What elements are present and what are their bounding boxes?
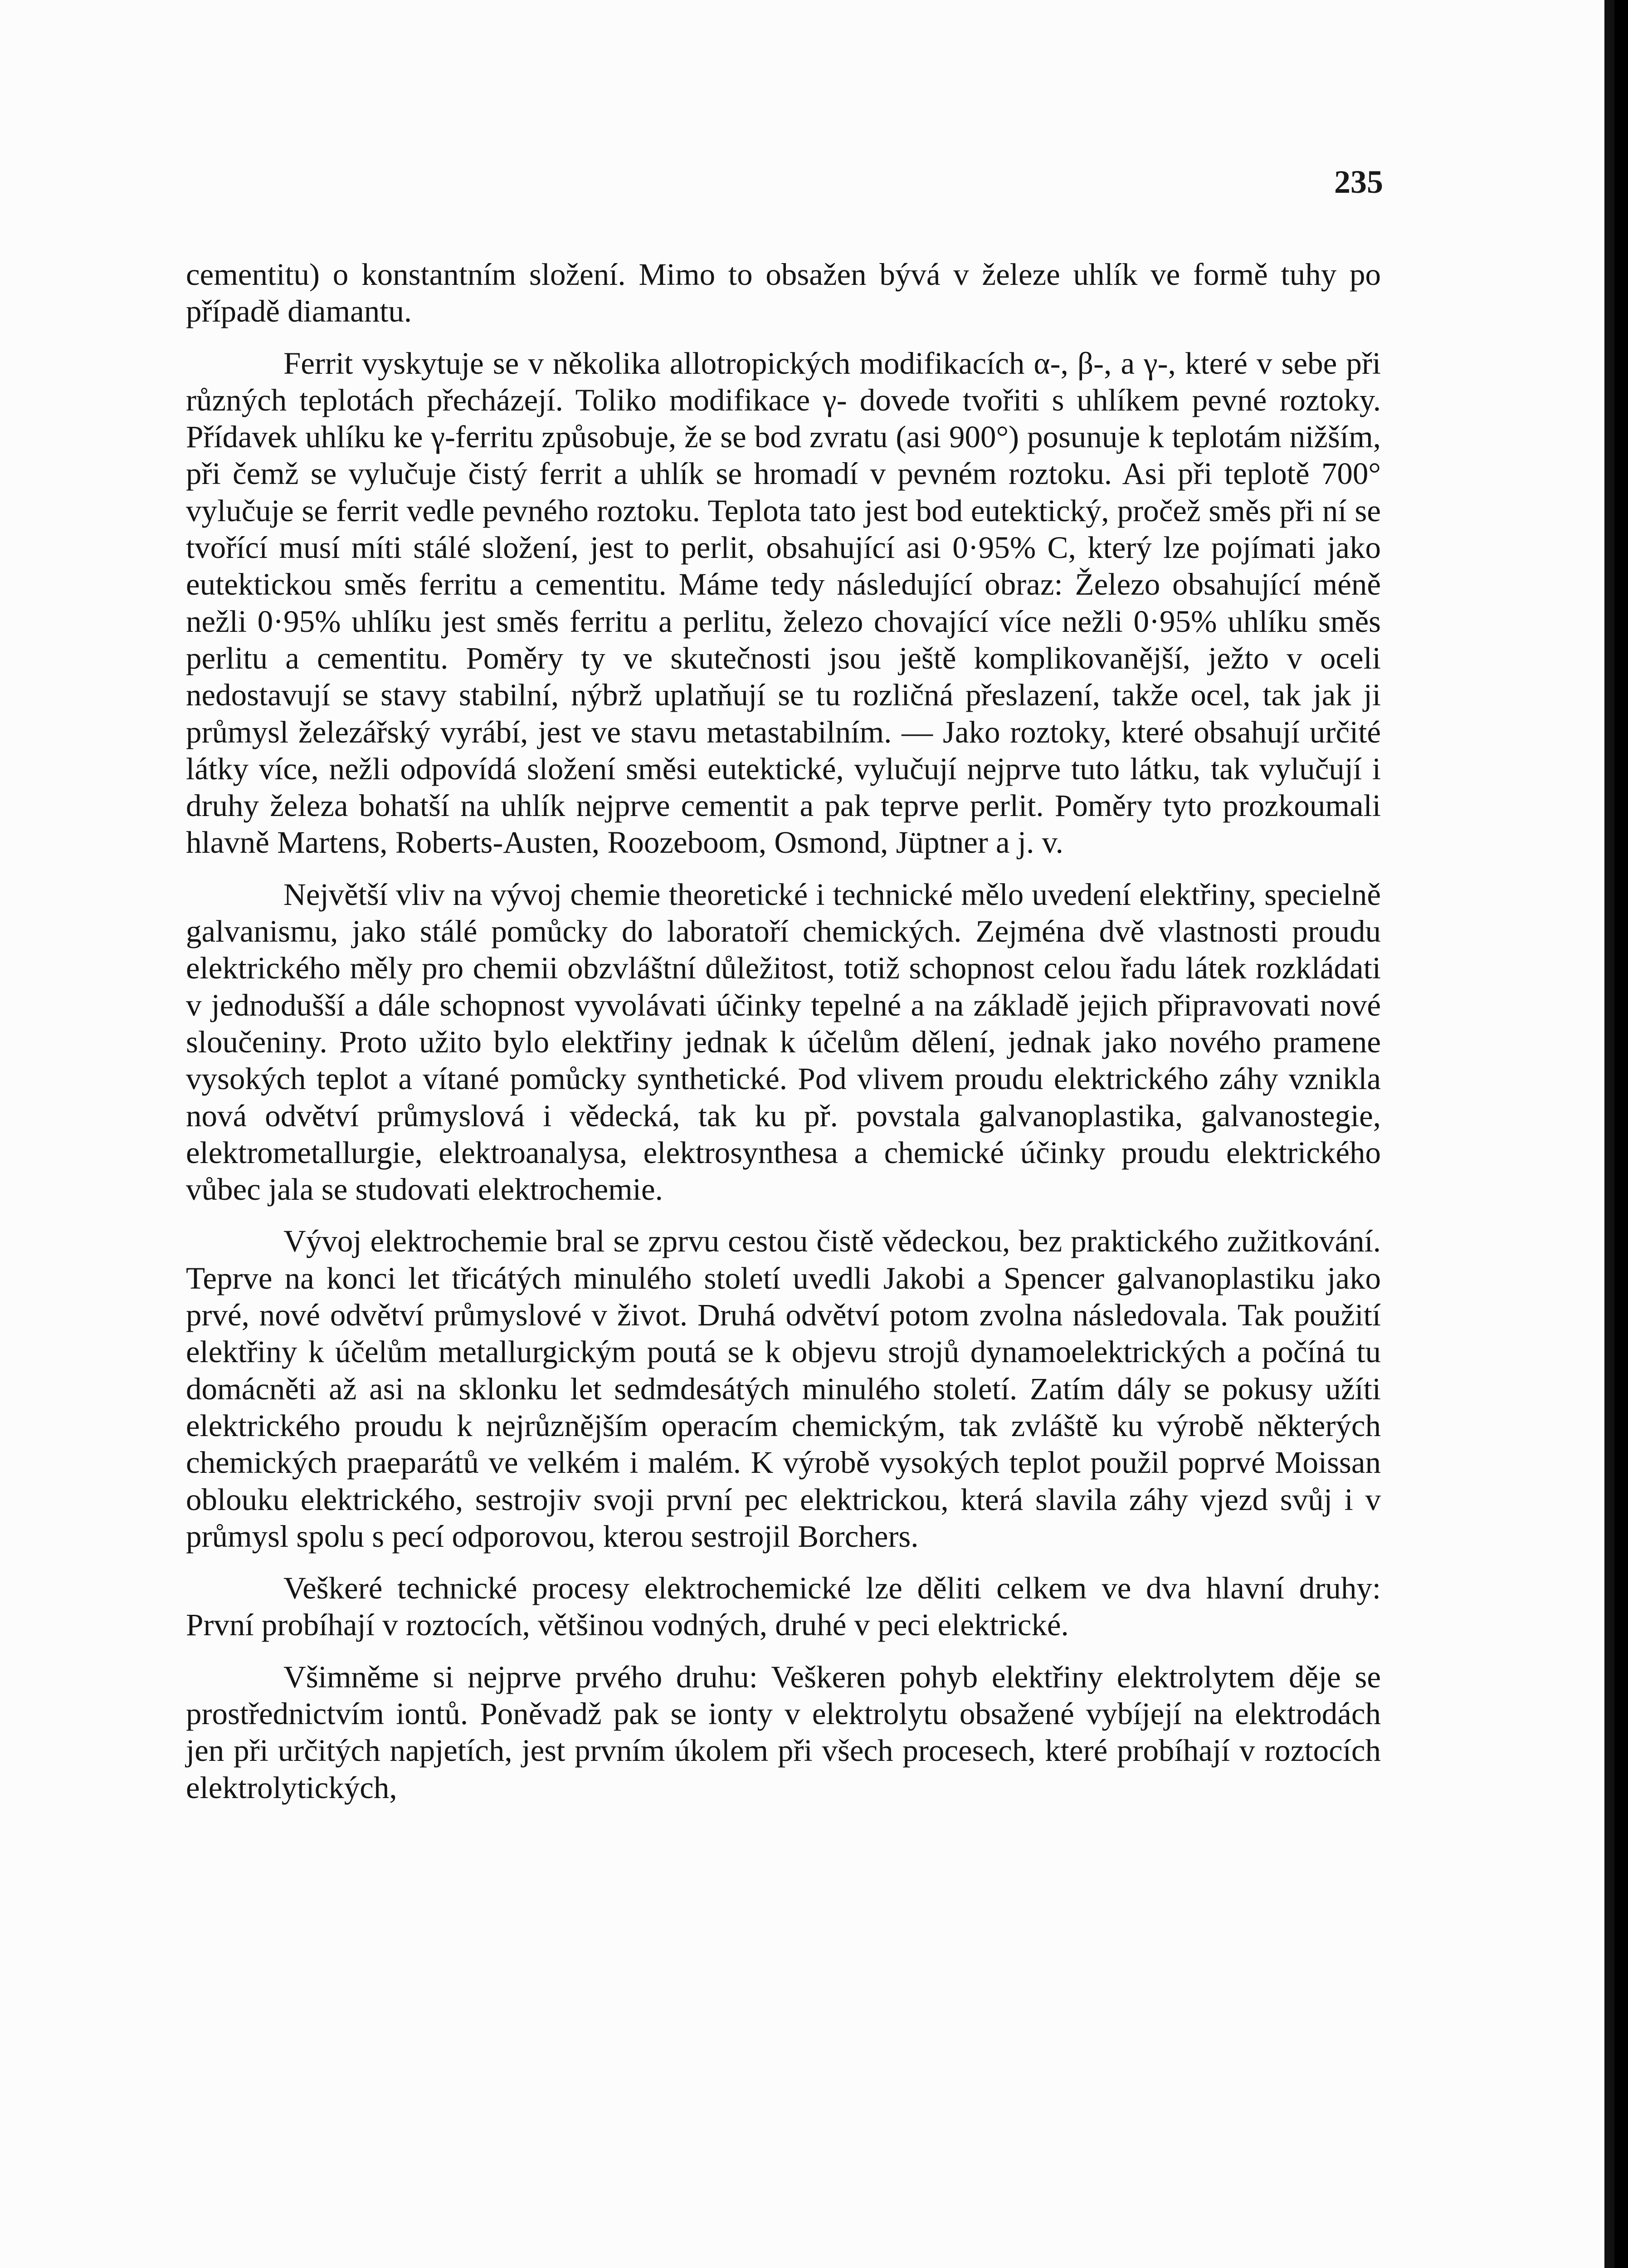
paragraph-electricity-influence: Největší vliv na vývoj chemie theoretické i technické mělo uvedení elektřiny, specielně galvanismu, jako stálé pomůcky do laboratoří chemických. Zejména dvě vlastnosti proudu elektrického měly pro chemii obzvláštní důležitost, totiž schopnost celou řadu látek rozkládati v jednodušší a dále schopnost vyvolávati účinky tepelné a na základě jejich připravovati nové sloučeniny. Proto užito bylo elektřiny jednak k účelům dělení, jednak jako nového pramene vysokých teplot a vítané pomůcky synthetické. Pod vlivem proudu elektrického záhy vznikla nová odvětví průmyslová i vědecká, tak ku př. povstala galvanoplastika, galvanostegie, elektrometallurgie, elektroanalysa, elektrosynthesa a chemické účinky proudu elektrického vůbec jala se studovati elektrochemie. — [186, 877, 1381, 1207]
paragraph-process-types: Veškeré technické procesy elektrochemické lze děliti celkem ve dva hlavní druhy: První probíhají v roztocích, většinou vodných, druhé v peci elektrické. — [186, 1571, 1381, 1642]
paragraph-ferrite: Ferrit vyskytuje se v několika allotropických modifikacích α-, β-, a γ-, které v sebe při různých teplotách přecházejí. Toliko modifikace γ- dovede tvořiti s uhlíkem pevné roztoky. Přídavek uhlíku ke γ-ferritu způsobuje, že se bod zvratu (asi 900°) posunuje k teplotám nižším, při čemž se vylučuje čistý ferrit a uhlík se hromadí v pevném roztoku. Asi při teplotě 700° vylučuje se ferrit vedle pevného roztoku. Teplota tato jest bod eutektický, pročež směs při ní se tvořící musí míti stálé složení, jest to perlit, obsahující asi 0·95% C, který lze pojímati jako eutektickou směs ferritu a cementitu. Máme tedy následující obraz: Železo obsahující méně nežli 0·95% uhlíku jest směs ferritu a perlitu, železo chovající více nežli 0·95% uhlíku směs perlitu a cementitu. Poměry ty ve skutečnosti jsou ještě komplikovanější, ježto v oceli nedostavují se stavy stabilní, nýbrž uplatňují se tu rozličná přeslazení, takže ocel, tak jak ji průmysl železářský vyrábí, jest ve stavu metastabilním. — Jako roztoky, které obsahují určité látky více, nežli odpovídá složení směsi eutektické, vylučují nejprve tuto látku, tak vylučují i druhy železa bohatší na uhlík nejprve cementit a pak teprve perlit. Poměry tyto prozkoumali hlavně Martens, Roberts-Austen, Roozeboom, Osmond, Jüptner a j. v. — [186, 346, 1381, 860]
paragraph-continuation: cementitu) o konstantním složení. Mimo to obsažen bývá v železe uhlík ve formě tuhy po případě diamantu. — [186, 257, 1381, 329]
page-number: 235 — [1334, 164, 1383, 200]
body-text — [186, 256, 1381, 1806]
paragraph-first-type: Všimněme si nejprve prvého druhu: Veškeren pohyb elektřiny elektrolytem děje se prostřednictvím iontů. Poněvadž pak se ionty v elektrolytu obsažené vybíjejí na elektrodách jen při určitých napjetích, jest prvním úkolem při všech procesech, které probíhají v roztocích elektrolytických, — [186, 1659, 1381, 1805]
paragraph-electrochemistry-history: Vývoj elektrochemie bral se zprvu cestou čistě vědeckou, bez praktického zužitkování. Teprve na konci let třicátých minulého století uvedli Jakobi a Spencer galvanoplastiku jako prvé, nové odvětví průmyslové v život. Druhá odvětví potom zvolna následovala. Tak použití elektřiny k účelům metallurgickým poutá se k objevu strojů dynamoelektrických a počíná tu domácněti až asi na sklonku let sedmdesátých minulého století. Zatím dály se pokusy užíti elektrického proudu k nejrůznějším operacím chemickým, tak zvláště ku výrobě některých chemických praeparátů ve velkém i malém. K výrobě vysokých teplot použil poprvé Moissan oblouku elektrického, sestrojiv svoji první pec elektrickou, která slavila záhy vjezd svůj i v průmysl spolu s pecí odporovou, kterou sestrojil Borchers. — [186, 1224, 1381, 1554]
